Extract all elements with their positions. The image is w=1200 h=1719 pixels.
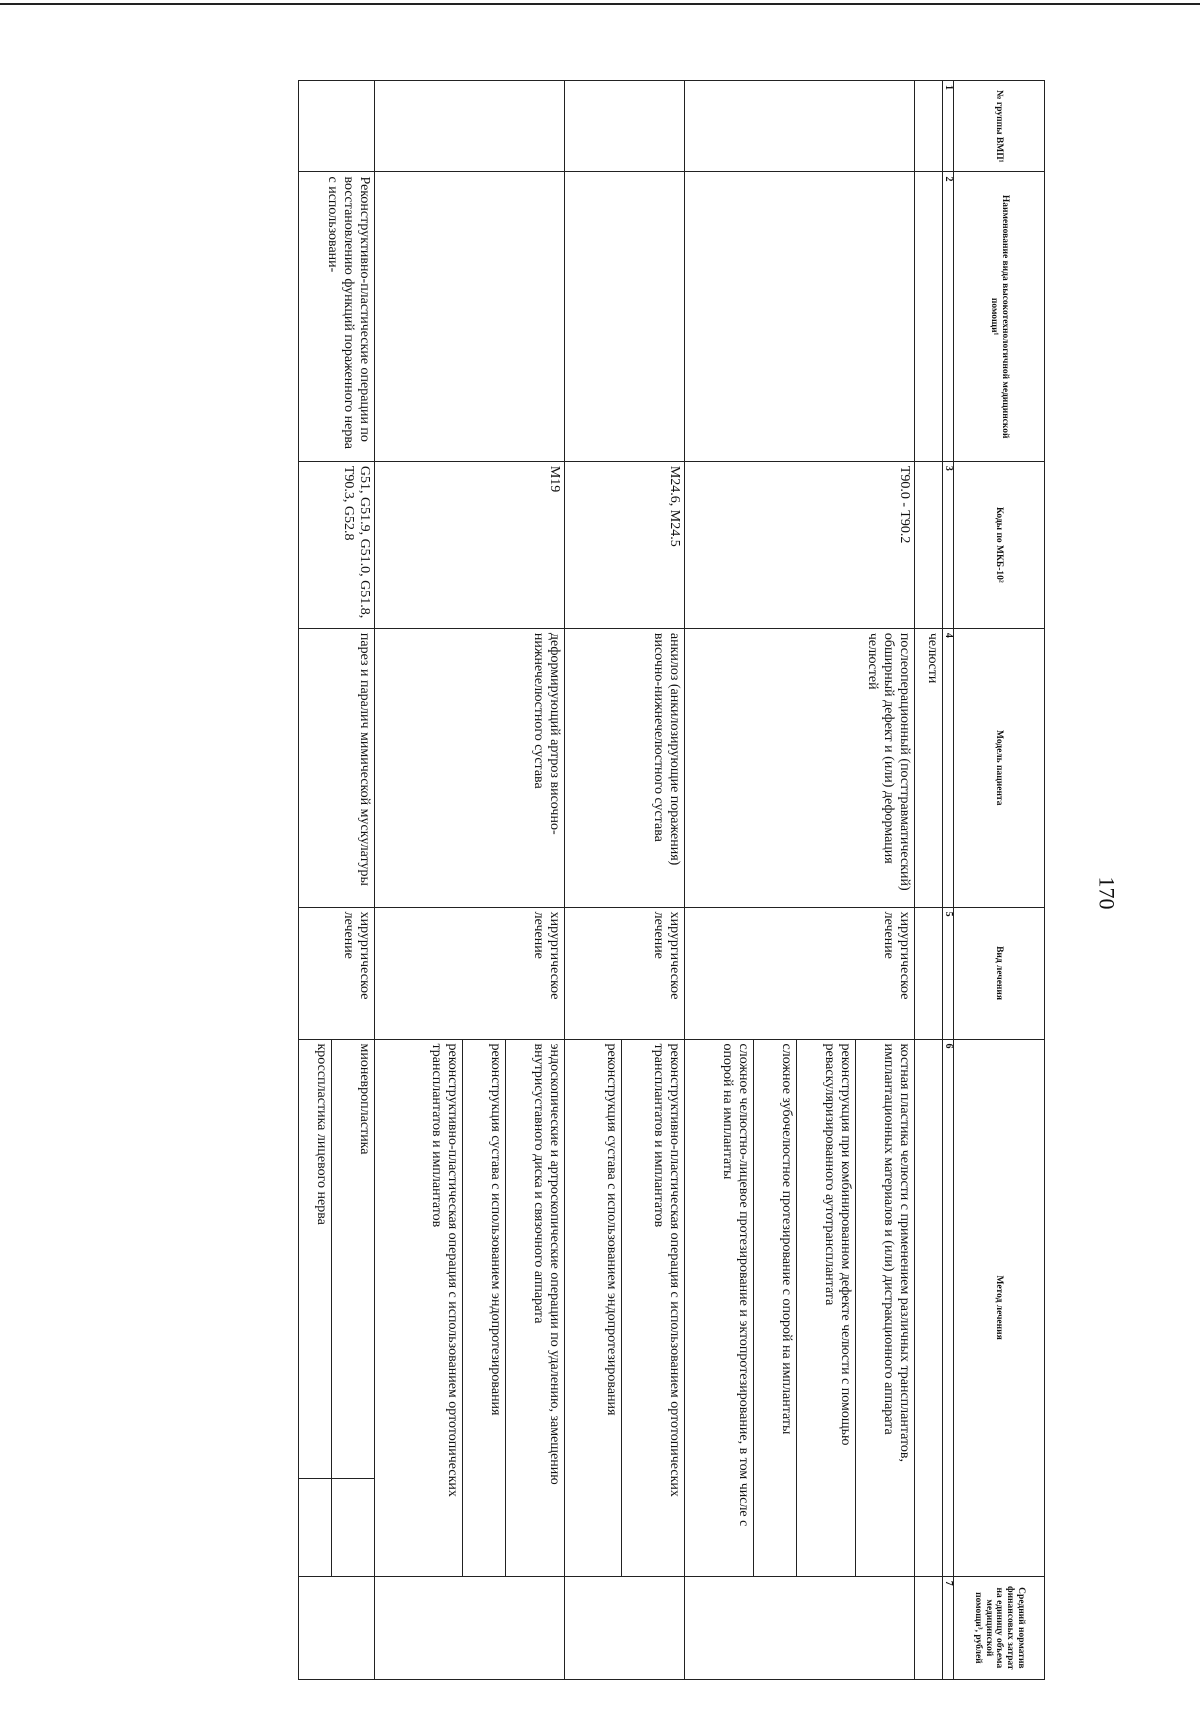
patient-model: челюсти <box>915 628 943 907</box>
treatment-type: хирургическое лечение <box>375 907 565 1039</box>
header-treatment-type: Вид лечения <box>954 907 1045 1039</box>
column-number: 3 <box>943 461 954 628</box>
treatment-method: сложное челюстно-лицевое протезирование и эктопротезирование, в том числе с опорой на имплантаты <box>711 1040 754 1576</box>
header-patient-model: Модель пациента <box>954 628 1045 907</box>
header-cost-norm: Средний норматив финансовых затрат на единицу объема медицинской помощи³, рублей <box>954 1576 1045 1679</box>
column-number: 2 <box>943 172 954 461</box>
treatment-method: реконструктивно-пластическая операция с использованием ортотопических трансплантатов и имплантатов <box>404 1040 463 1576</box>
top-border-line <box>0 3 1200 5</box>
patient-model: послеоперационный (посттравматический) обширный дефект и (или) деформация челюстей <box>685 628 915 907</box>
treatment-method: реконструкция при комбинированном дефекте челюсти с помощью реваскуляризированного аутотрансплантата <box>797 1040 856 1576</box>
vmp-name: Реконструктивно-пластические операции по восстановлению функций пораженного нерва с использовани- <box>299 172 375 461</box>
treatment-type: хирургическое лечение <box>565 907 685 1039</box>
column-number: 5 <box>943 907 954 1039</box>
treatment-method: кросспластика лицевого нерва <box>299 1040 332 1479</box>
header-row <box>954 81 1045 1680</box>
treatment-method: мионевропластика <box>357 1043 372 1155</box>
treatment-method: реконструктивно-пластическая операция с использованием ортотопических трансплантатов и имплантатов <box>650 1043 682 1497</box>
header-icd-codes: Коды по МКБ-10² <box>954 461 1045 628</box>
header-group-number: № группы ВМП¹ <box>954 81 1045 172</box>
treatment-method: сложное зубочелюстное протезирование с опорой на имплантаты <box>754 1040 797 1576</box>
treatment-method: костная пластика челюсти с применением различных трансплантатов, имплантационных материалов и (или) дистракционного аппарата <box>880 1043 912 1463</box>
table-row <box>299 81 375 1680</box>
header-treatment-method: Метод лечения <box>954 1039 1045 1576</box>
icd-codes: M19 <box>375 461 565 628</box>
treatment-method: реконструкция сустава с использованием эндопротезирования <box>463 1040 506 1576</box>
header-vmp-name: Наименование вида высокотехнологичной медицинской помощи¹ <box>954 172 1045 461</box>
treatment-type: хирургическое лечение <box>299 907 375 1039</box>
column-number: 6 <box>943 1039 954 1576</box>
icd-codes: T90.0 - T90.2 <box>685 461 915 628</box>
page-number: 170 <box>1094 876 1120 910</box>
patient-model: парез и паралич мимической мускулатуры <box>299 628 375 907</box>
treatment-method: эндоскопические и артроскопические операции по удалению, замещению внутрисуставного диска и связочного аппарата <box>530 1043 562 1485</box>
table-row <box>915 81 943 1680</box>
table-row <box>565 81 685 1680</box>
table-row <box>375 81 565 1680</box>
patient-model: анкилоз (анкилозирующие поражения) височно-нижнечелюстного сустава <box>565 628 685 907</box>
column-number-row <box>943 81 954 1680</box>
treatment-type: хирургическое лечение <box>685 907 915 1039</box>
column-number: 4 <box>943 628 954 907</box>
icd-codes: M24.6, M24.5 <box>565 461 685 628</box>
table-row <box>685 81 915 1680</box>
column-number: 1 <box>943 81 954 172</box>
rotated-page <box>90 80 1045 1680</box>
patient-model: деформирующий артроз височно-нижнечелюстного сустава <box>375 628 565 907</box>
vmp-table <box>298 80 1045 1680</box>
icd-codes: G51, G51.9, G51.0, G51.8, T90.3, G52.8 <box>299 461 375 628</box>
treatment-method: реконструкция сустава с использованием эндопротезирования <box>567 1040 622 1576</box>
column-number: 7 <box>943 1576 954 1679</box>
